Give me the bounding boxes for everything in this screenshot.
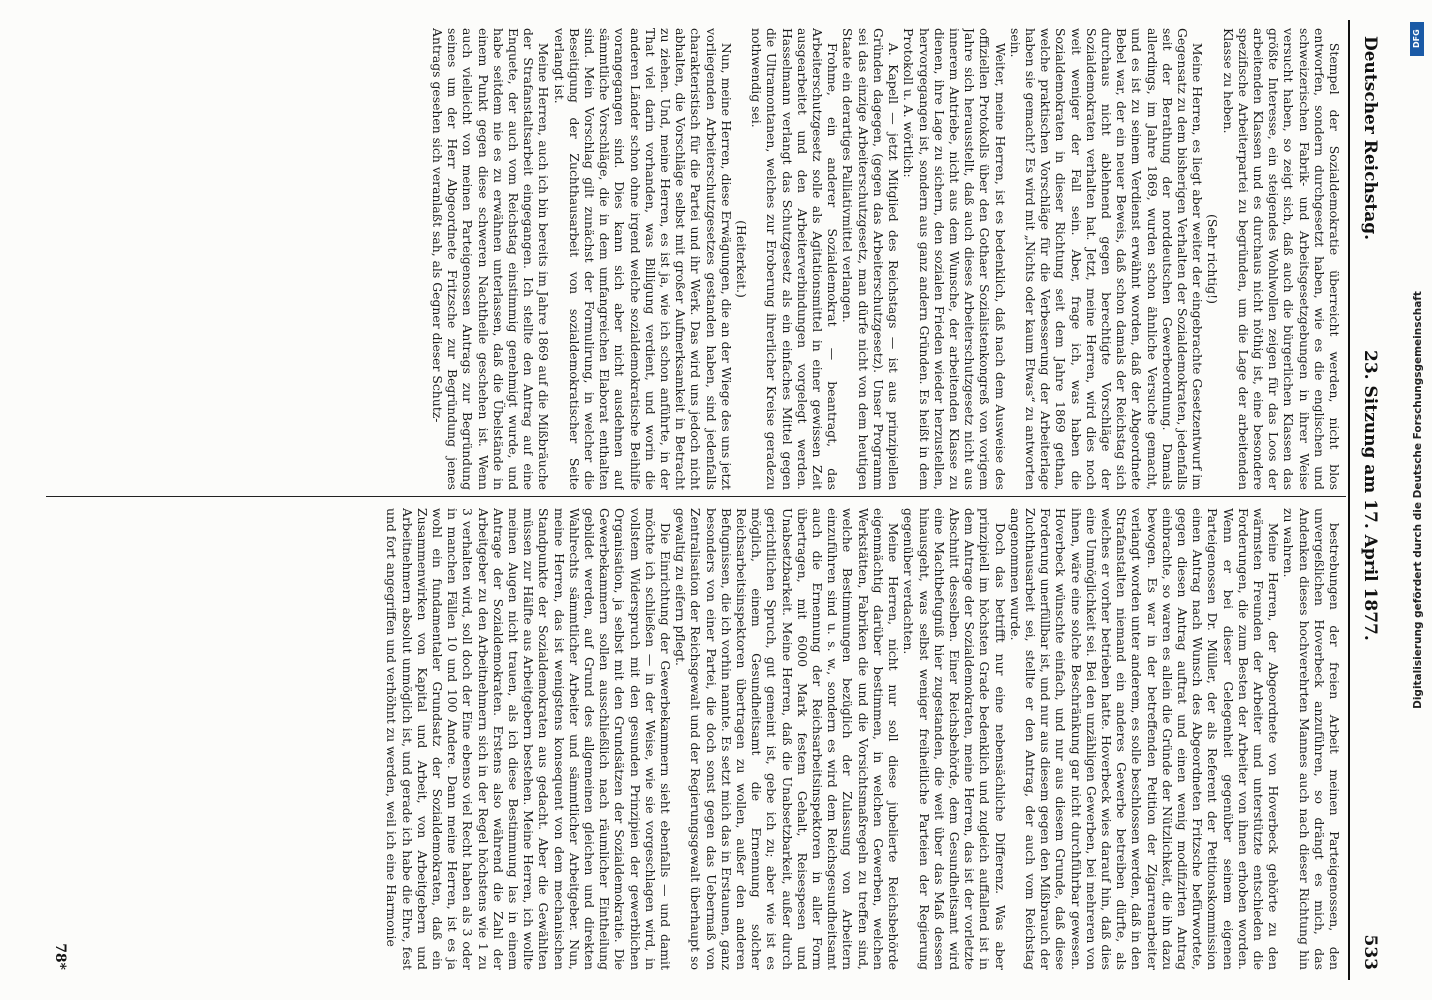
digitization-credit: Digitalisierung gefördert durch die Deutsche Forschungsgemeinschaft (1412, 291, 1424, 709)
paragraph: Doch das betrifft nur eine nebensächliche Differenz. Was aber prinzipiell im höchsten Grade bedenklich und zugleich auffallend ist in dem Antrage der Sozialdemokraten, meine Herren, das ist der vorletzte Abschnitt desselben. Einer Reichsbehörde, dem Gesundheitsamt wird eine Machtbefugniß hier zugestanden, die weit über das Maß dessen hinausgeht, was selbst weniger freiheitliche Parteien der Regierung gegenüber verdachten. (901, 508, 1008, 970)
paragraph: Die Einrichtung der Gewerbekammern sieht ebenfalls — und damit möchte ich schließen — in der Weise, wie sie vorgeschlagen wird, in vollstem Widerspruch mit den gesunden Prinzipien der gewerblichen Organisation, ja selbst mit den Grundsätzen der Sozialdemokratie. Die Gewerbekammern sollen ausschließlich nach räumlicher Eintheilung gebildet werden, auf Grund des allgemeinen gleichen und direkten Wahlrechts sämmtlicher Arbeiter und sämmtlicher Arbeitgeber. Nun, meine Herren, das ist wenigstens konsequent von dem mechanischen Standpunkte der Sozialdemokraten aus gedacht. Aber die Gewählten müssen zur Hälfte aus Arbeitgebern bestehen. Meine Herren, ich wollte meinen Augen nicht trauen, als ich diese Bestimmung las in einem Antrage der Sozialdemokraten. Erstens also während die Zahl der Arbeitgeber zu den Arbeitnehmern sich in der Regel höchstens wie 1 zu 3 verhalten wird, soll doch der Eine ebenso viel Recht haben als 3 oder in manchen Fällen 10 und 100 Andere. Dann meine Herren, ist es ja wohl ein fundamentaler Grundsatz der Sozialdemokraten, daß ein Zusammenwirken von Kapital und Arbeit, von Arbeitgebern und Arbeitnehmern absolut unmöglich ist, und gerade ich habe die Ehre, fest und fort angegriffen und verhöhnt zu werden, weil ich eine Harmonie (384, 508, 674, 970)
publication-title: Deutscher Reichstag. (1360, 36, 1380, 241)
paragraph: Meine Herren, nicht nur soll diese jubelierte Reichsbehörde eigenmächtig darüber bestimmen, in welchen Gewerben, welchen Werkstätten, Fabriken die und die Vorsichtsmaßregeln zu treffen sind, welche Bestimmungen bezüglich der Zulassung von Arbeitern einzuführen sind u. s. w., sondern es wird dem Reichsgesundheitsamt auch die Ernennung der Reichsarbeitsinspektoren in aller Form übertragen, mit 6000 Mark festem Gehalt, Reisespesen und Unabsetzbarkeit. Meine Herren, daß die Unabsetzbarkeit, außer durch gerichtlichen Spruch, gut gemeint ist, gebe ich zu; aber wie ist es möglich, einem Gesundheitsamt die Ernennung solcher Reichsarbeitsinspektoren übertragen zu wollen, außer den anderen Befugnissen, die ich vorhin nannte. Es setzt mich das in Erstaunen, ganz besonders von einer Partei, die doch sonst gegen das Uebermaß von Zentralisation der Reichsgewalt und der Regierungsgewalt überhaupt so gewaltig zu eifern pflegt. (673, 508, 902, 970)
paragraph: Nun, meine Herren, diese Erwägungen, die an der Wiege des uns jetzt vorliegenden Arbeiterschutzgesetzes gestanden haben, sind jedenfalls charakteristisch für die Partei und ihr Werk. Das wird uns jedoch nicht abhalten, die Vorschläge selbst mit großer Aufmerksamkeit in Betracht zu ziehen. Und, meine Herren, es ist ja, wie ich schon anführte, in der That viel darin vorhanden, was Billigung verdient, und worin die anderen Länder schon ohne irgend welche sozialdemokratische Beihilfe vorangegangen sind. Dies kann sich aber nicht ausdehnen auf sämmtliche Vorschläge, die in dem umfangreichen Elaborat enthalten sind. Mein Vorschlag gilt zunächst der Formulirung, in welcher die Beseitigung der Zuchthausarbeit von sozialdemokratischer Seite verlangt ist. (551, 28, 734, 490)
page-number: 533 (1360, 934, 1380, 970)
paragraph: (Sehr richtig!) (1205, 214, 1221, 304)
paragraph: Weiter, meine Herren, ist es bedenklich, daß nach dem Ausweise des offiziellen Protokolls über den Gothaer Sozialistenkongreß von vorigem Jahre sich herausstellt, daß auch dieses Arbeiterschutzgesetz nicht aus innerem Antriebe, nicht aus dem Wunsche, der arbeitenden Klasse zu dienen, ihre Lage zu sichern, den sozialen Frieden wieder herzustellen, hervorgegangen ist, sondern aus ganz andern Gründen. Es heißt in dem Protokoll u. A. wörtlich: (901, 28, 1008, 490)
paragraph: Meine Herren, es liegt aber weiter der eingebrachte Gesetzentwurf im Gegensatz zu dem bisherigen Verhalten der Sozialdemokraten, jedenfalls seit der Berathung der norddeutschen Gewerbeordnung. Damals allerdings, im Jahre 1869, wurden schon ähnliche Versuche gemacht, und es ist zu seinem Verdienst erwähnt worden, daß der Abgeordnete Bebel war, der ein neuer Beweis, daß schon damals der Reichstag sich durchaus nicht ablehnend gegen berechtigte Vorschläge der Sozialdemokraten verhalten hat. Jetzt, meine Herren, wird dies noch weit weniger der Fall sein. Aber, frage ich, was haben die Sozialdemokraten in dieser Richtung seit dem Jahre 1869 gethan, welche praktischen Vorschläge für die Verbesserung der Arbeiterlage haben sie gemacht? Es wird mit „Nichts oder kaum Etwas“ zu antworten sein. (1007, 28, 1206, 490)
session-date: 23. Sitzung am 17. April 1877. (1360, 350, 1380, 641)
paragraph: Meine Herren, auch ich bin bereits im Jahre 1869 auf die Mißbräuche der Strafanstaltsarbeit eingegangen. Ich stellte den Antrag auf eine Enquete, der auch vom Reichstag einstimmig genehmigt wurde, und habe seitdem nie es zu erwähnen unterlassen, daß die Übelstände in einem Punkt gegen diese schweren Nachtheile geschehen ist. Wenn auch vielleicht von meinen Parteigenossen Antrags zur Begründung seines um der Herr Abgeordnete Fritzsche zur Begründung jenes Antrags gesehen sich veranlaßt sah, als Gegner dieser Schutz- (430, 28, 552, 490)
paragraph: A. Kapell — jetzt Mitglied des Reichstags — ist aus prinzipiellen Gründen dagegen, (gegen das Arbeiterschutzgesetz). Unser Programm sei das einzige Arbeiterschutzgesetz, man dürfe nicht von dem heutigen Staate ein derartiges Palliativmittel verlangen. (840, 28, 902, 490)
paragraph: Stempel der Sozialdemokratie überreicht werden, nicht blos entworfen, sondern durchgesetzt haben, wie es die englischen und schweizerischen Fabrik- und Arbeitsgesetzgebungen in ihrer Weise versucht haben, so zeigt sich, daß auch die bürgerlichen Klassen das größte Interesse, ein steigendes Wohlwollen zeigen für das Loos der arbeitenden Klassen und es durchaus nicht nöthig ist, eine besondere spezifische Arbeiterpartei zu begründen, um die Lage der arbeitenden Klasse zu heben. (1220, 28, 1342, 490)
paragraph: Meine Herren, der Abgeordnete von Hoverbeck gehörte zu den wärmsten Freunden der Arbeiter und unterstützte entschieden die Forderungen, die zum Besten der Arbeiter von ihnen erhoben worden. Wenn er bei dieser Gelegenheit gegenüber seinem eigenen Parteigenossen Dr. Müller, der als Referent der Petitionskommission einen Antrag nach Wunsch des Abgeordneten Fritzsche befürwortete, gegen diesen Antrag auftrat und einen wenig modifizirten Antrag einbrachte, so waren es allein die Gründe der Nützlichkeit, die ihn dazu bewogen. Es war in der betreffenden Petition der Zigarrenarbeiter verlangt worden unter anderem, es solle beschlossen werden, daß in den Strafanstalten niemand ein anderes Gewerbe betreiben dürfte, als welches er vorher betrieben hatte. Hoverbeck wies darauf hin, daß dies eine Unmöglichkeit sei. Bei den unzähligen Gewerben, bei mehreren von ihnen, wäre eine solche Beschränkung gar nicht durchführbar gewesen. Hoverbeck wünschte einfach, und nur aus diesem Grunde, daß diese Forderung unerfüllbar ist, und nur aus diesem gegen den Mißbrauch der Zuchthausarbeit sei, stellte er den Antrag, der auch vom Reichstag angenommen wurde. (1007, 508, 1282, 970)
paragraph: bestrebungen der freien Arbeit meinen Parteigenossen, den unvergeßlichen Hoverbeck anzuführen, so drängt es mich, das Andenken dieses hochverehrten Mannes auch nach dieser Richtung hin zu wahren. (1281, 508, 1342, 970)
left-column (46, 28, 1342, 490)
column-divider (46, 496, 1346, 497)
signature-mark: 78* (52, 943, 68, 970)
paragraph: Frohme, ein anderer Sozialdemokrat — beantragt, das Arbeiterschutzgesetz solle als Agitationsmittel in einer gewissen Zeit ausgearbeitet und den Arbeiterverbindungen vorgelegt werden. Hasselmann verlangt das Schutzgesetz als ein einfaches Mittel gegen die Ultramontanen, welches zur Eroberung ihrerlicher Kreise geradezu nothwendig sei. (749, 28, 841, 490)
paragraph: (Heiterkeit.) (734, 220, 750, 298)
page-header (1348, 20, 1386, 980)
dfg-logo: DFG (1410, 22, 1424, 56)
rotated-newspaper-page (46, 20, 1386, 980)
right-column (46, 508, 1342, 970)
